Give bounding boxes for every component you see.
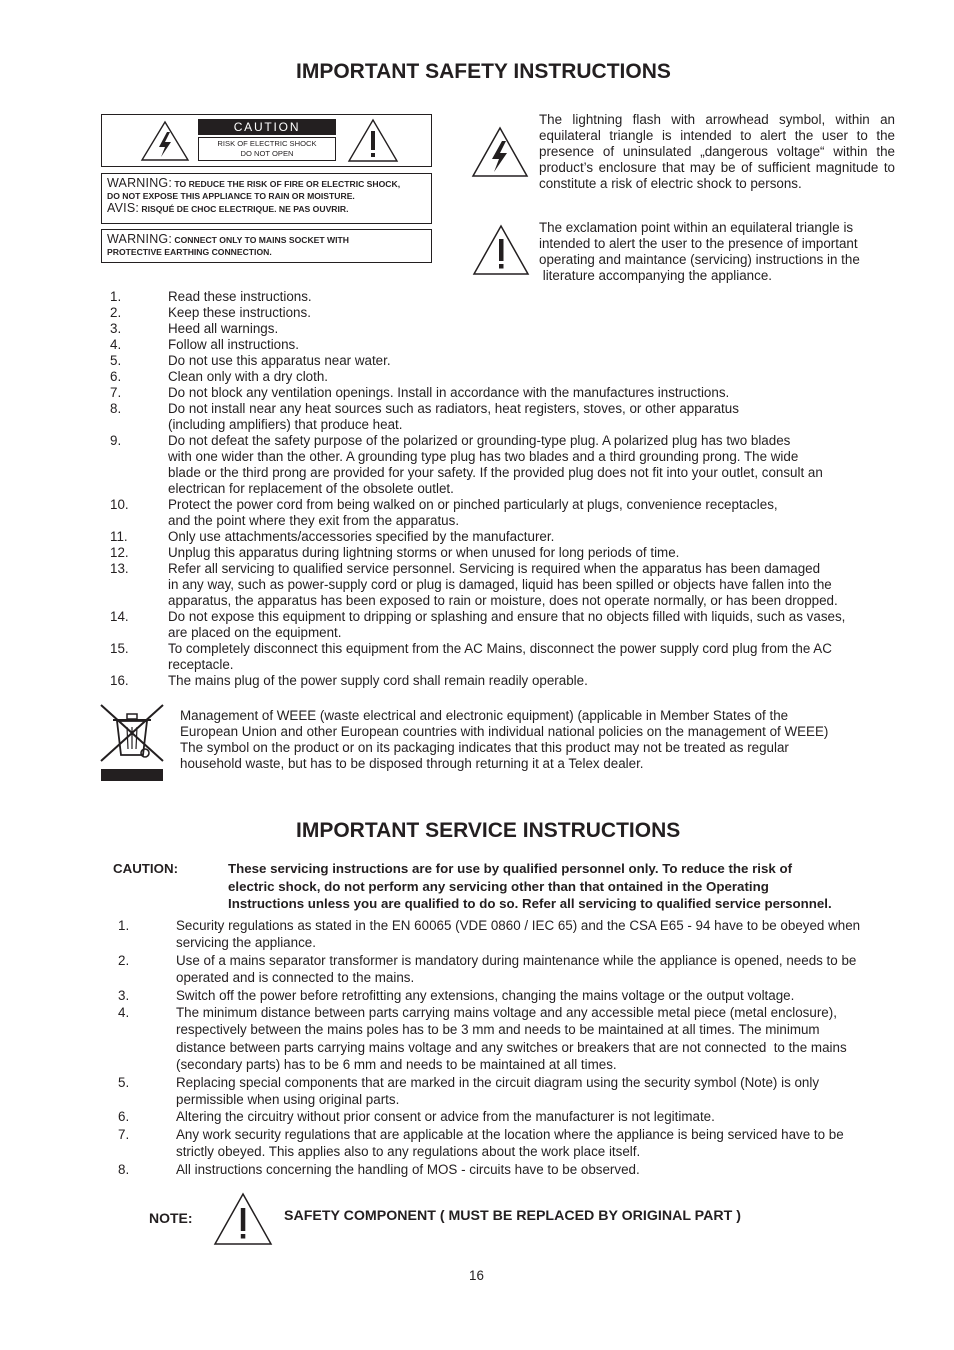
list-item	[118, 1074, 928, 1109]
list-item-line: permissible when using original parts.	[176, 1092, 400, 1108]
crossed-bin-icon	[99, 703, 165, 783]
list-item-number: 13.	[110, 561, 129, 576]
list-item-line: (including amplifiers) that produce heat.	[168, 417, 403, 432]
list-item	[110, 401, 910, 433]
exclamation-line: literature accompanying the appliance.	[539, 268, 772, 283]
safety-instructions-list	[110, 289, 910, 689]
list-item-text	[176, 1108, 928, 1125]
list-item-line: and the point where they exit from the apparatus.	[168, 513, 460, 528]
list-item	[110, 561, 910, 609]
list-item	[110, 497, 910, 529]
weee-line: household waste, but has to be disposed through returning it at a Telex dealer.	[180, 756, 644, 771]
list-item-number: 2.	[110, 305, 122, 320]
avis-word: AVIS:	[107, 201, 140, 215]
list-item	[110, 353, 910, 369]
list-item-number: 3.	[110, 321, 122, 336]
service-caution-text	[228, 860, 928, 913]
list-item-text	[168, 497, 910, 529]
list-item-number: 3.	[118, 987, 130, 1003]
note-label: NOTE:	[149, 1210, 193, 1226]
list-item-line: The minimum distance between parts carrying mains voltage and any accessible metal piece (metal enclosure),	[176, 1005, 837, 1021]
list-item	[110, 321, 910, 337]
list-item-line: with one wider than the other. A grounding type plug has two blades and a third grounding prong. The wide	[168, 449, 799, 464]
list-item	[110, 609, 910, 641]
list-item-text	[168, 353, 910, 369]
list-item-text	[176, 987, 928, 1004]
warning-line-1	[107, 177, 426, 190]
caution-sub-line2: DO NOT OPEN	[240, 149, 294, 158]
list-item-line: Read these instructions.	[168, 289, 312, 304]
caution-label: CAUTION	[198, 119, 336, 135]
list-item-text	[168, 641, 910, 673]
service-caution-label: CAUTION:	[113, 861, 178, 876]
list-item-line: are placed on the equipment.	[168, 625, 342, 640]
list-item	[118, 917, 928, 952]
list-item-text	[168, 289, 910, 305]
list-item-line: To completely disconnect this equipment from the AC Mains, disconnect the power supply cord plug from the AC	[168, 641, 832, 656]
list-item-line: Use of a mains separator transformer is mandatory during maintenance while the appliance is opened, needs to be	[176, 952, 857, 968]
list-item-number: 1.	[110, 289, 122, 304]
warning-word: WARNING:	[107, 176, 173, 190]
caution-sub-line1: RISK OF ELECTRIC SHOCK	[217, 139, 317, 148]
list-item-number: 6.	[110, 369, 122, 384]
list-item-number: 8.	[110, 401, 122, 416]
service-caution-line: electric shock, do not perform any servicing other than that ontained in the Operating	[228, 878, 769, 894]
note-text: SAFETY COMPONENT ( MUST BE REPLACED BY ORIGINAL PART )	[284, 1208, 741, 1224]
list-item-line: operated and is connected to the mains.	[176, 970, 415, 986]
list-item-line: apparatus, the apparatus has been exposed to rain or moisture, does not operate normally, or has been dropped.	[168, 593, 838, 608]
lightning-triangle-icon	[471, 126, 529, 178]
list-item-number: 11.	[110, 529, 128, 544]
list-item	[110, 385, 910, 401]
list-item	[110, 433, 910, 497]
list-item	[118, 1004, 928, 1074]
exclamation-line: The exclamation point within an equilateral triangle is	[539, 220, 854, 235]
list-item-line: Do not expose this equipment to dripping or splashing and ensure that no objects filled with liquids, such as vases,	[168, 609, 846, 624]
warning-box	[101, 173, 432, 224]
weee-line: Management of WEEE (waste electrical and electronic equipment) (applicable in Member States of the	[180, 708, 789, 723]
list-item-text	[168, 305, 910, 321]
list-item	[110, 289, 910, 305]
list-item-line: distance between parts carrying mains voltage and any switches or breakers that are not connected to the mains	[176, 1039, 847, 1055]
list-item-line: Keep these instructions.	[168, 305, 311, 320]
list-item	[110, 369, 910, 385]
service-caution-line: Instructions unless you are qualified to do so. Refer all servicing to qualified service personnel.	[228, 896, 832, 911]
exclamation-triangle-icon	[213, 1192, 273, 1246]
list-item-line: receptacle.	[168, 657, 234, 672]
list-item	[110, 529, 910, 545]
list-item-line: Do not block any ventilation openings. Install in accordance with the manufactures instructions.	[168, 385, 730, 400]
service-instructions-list	[118, 917, 928, 1178]
list-item-line: electrican for replacement of the obsolete outlet.	[168, 481, 454, 496]
list-item-text	[176, 1161, 928, 1178]
lightning-triangle-icon	[140, 120, 190, 162]
list-item-text	[168, 321, 910, 337]
avis-line	[107, 202, 426, 215]
list-item-number: 5.	[110, 353, 122, 368]
list-item-line: Do not defeat the safety purpose of the polarized or grounding-type plug. A polarized plug has two blades	[168, 433, 791, 448]
list-item-line: Clean only with a dry cloth.	[168, 369, 329, 384]
list-item-number: 1.	[118, 918, 130, 933]
weee-line: The symbol on the product or on its packaging indicates that this product may not be treated as regular	[180, 740, 789, 755]
list-item-line: servicing the appliance.	[176, 935, 316, 951]
avis-text: RISQUÉ DE CHOC ELECTRIQUE. NE PAS OUVRIR.	[139, 204, 349, 214]
lightning-explanation: The lightning flash with arrowhead symbol, within an equilateral triangle is intended to alert the user to the presence of uninsulated „dangerous voltage“ within the product’s enclosure that may be of sufficient magnitude to constitute a risk of electric shock to persons.	[539, 112, 895, 191]
safety-title: IMPORTANT SAFETY INSTRUCTIONS	[296, 60, 671, 83]
list-item-number: 6.	[118, 1109, 130, 1125]
list-item-text	[168, 545, 910, 561]
list-item-text	[168, 433, 910, 497]
earthing-text-1: CONNECT ONLY TO MAINS SOCKET WITH	[172, 235, 350, 245]
list-item-number: 4.	[110, 337, 122, 352]
exclamation-line: intended to alert the user to the presence of important	[539, 236, 858, 251]
list-item-number: 5.	[118, 1074, 130, 1090]
earthing-warning-box	[101, 229, 432, 263]
list-item-number: 14.	[110, 609, 129, 624]
list-item-line: Any work security regulations that are applicable at the location where the appliance is being serviced have to be	[176, 1126, 844, 1142]
list-item	[118, 1108, 928, 1125]
list-item-line: Switch off the power before retrofitting any extensions, changing the mains voltage or the output voltage.	[176, 987, 795, 1003]
list-item-text	[176, 952, 928, 987]
exclamation-triangle-icon	[347, 118, 399, 163]
list-item	[110, 545, 910, 561]
caution-sub-text	[198, 137, 336, 161]
list-item-line: Heed all warnings.	[168, 321, 279, 336]
list-item-line: Protect the power cord from being walked on or pinched particularly at plugs, convenience receptacles,	[168, 497, 778, 512]
list-item-text	[168, 337, 910, 353]
list-item-line: Replacing special components that are marked in the circuit diagram using the security symbol (Note) is only	[176, 1074, 820, 1090]
list-item-line: strictly obeyed. This applies also to any regulations about the work place itself.	[176, 1144, 641, 1160]
list-item	[118, 1161, 928, 1178]
list-item-line: respectively between the mains poles has to be 3 mm and needs to be maintained at all times. The minimum	[176, 1022, 820, 1038]
list-item-text	[168, 529, 910, 545]
list-item-text	[176, 917, 928, 952]
list-item-text	[168, 401, 910, 433]
service-caution-line: These servicing instructions are for use by qualified personnel only. To reduce the risk of	[228, 861, 793, 876]
list-item-line: Do not install near any heat sources such as radiators, heat registers, stoves, or other apparatus	[168, 401, 739, 416]
exclamation-triangle-icon	[472, 224, 530, 276]
list-item-number: 7.	[118, 1126, 130, 1142]
list-item	[118, 952, 928, 987]
caution-box	[101, 114, 432, 167]
list-item-text	[176, 1126, 928, 1161]
list-item-number: 4.	[118, 1005, 130, 1021]
list-item-text	[168, 673, 910, 689]
list-item-text	[168, 369, 910, 385]
list-item	[110, 305, 910, 321]
list-item-number: 9.	[110, 433, 122, 448]
list-item-text	[168, 385, 910, 401]
exclamation-explanation	[539, 220, 899, 284]
list-item	[110, 337, 910, 353]
list-item-line: Refer all servicing to qualified service personnel. Servicing is required when the apparatus has been damaged	[168, 561, 821, 576]
list-item-line: Follow all instructions.	[168, 337, 299, 352]
earthing-line-1	[107, 233, 426, 246]
list-item-number: 2.	[118, 952, 130, 968]
list-item	[110, 673, 910, 689]
list-item-number: 16.	[110, 673, 129, 688]
list-item-line: All instructions concerning the handling of MOS - circuits have to be observed.	[176, 1161, 640, 1177]
list-item-text	[176, 1004, 928, 1074]
weee-line: European Union and other European countries with individual national policies on the management of WEEE)	[180, 724, 829, 739]
warning-text-1: TO REDUCE THE RISK OF FIRE OR ELECTRIC SHOCK,	[172, 179, 401, 189]
list-item	[118, 1126, 928, 1161]
exclamation-line: operating and maintance (servicing) instructions in the	[539, 252, 860, 267]
list-item-line: The mains plug of the power supply cord shall remain readily operable.	[168, 673, 588, 688]
page-number: 16	[469, 1268, 484, 1283]
earthing-line-2: PROTECTIVE EARTHING CONNECTION.	[107, 247, 272, 257]
list-item-line: Do not use this apparatus near water.	[168, 353, 391, 368]
list-item-number: 15.	[110, 641, 129, 656]
list-item-line: Security regulations as stated in the EN 60065 (VDE 0860 / IEC 65) and the CSA E65 - 94 have to be obeyed when	[176, 918, 861, 933]
list-item	[118, 987, 928, 1004]
list-item-line: (secondary parts) has to be 6 mm and needs to be maintained at all times.	[176, 1057, 617, 1073]
list-item-line: blade or the third prong are provided for your safety. If the provided plug does not fit into your outlet, consult an	[168, 465, 823, 480]
list-item-text	[168, 609, 910, 641]
list-item-number: 12.	[110, 545, 129, 560]
list-item-number: 10.	[110, 497, 129, 512]
list-item-line: in any way, such as power-supply cord or plug is damaged, liquid has been spilled or objects have fallen into the	[168, 577, 832, 592]
list-item-number: 7.	[110, 385, 122, 400]
list-item-text	[176, 1074, 928, 1109]
list-item-text	[168, 561, 910, 609]
list-item-number: 8.	[118, 1161, 130, 1177]
list-item-line: Only use attachments/accessories specified by the manufacturer.	[168, 529, 555, 544]
list-item-line: Unplug this apparatus during lightning storms or when unused for long periods of time.	[168, 545, 680, 560]
weee-text	[180, 708, 900, 772]
warning-line-2: DO NOT EXPOSE THIS APPLIANCE TO RAIN OR MOISTURE.	[107, 191, 355, 201]
earthing-warning-word: WARNING:	[107, 232, 173, 246]
list-item	[110, 641, 910, 673]
list-item-line: Altering the circuitry without prior consent or advice from the manufacturer is not legitimate.	[176, 1109, 715, 1125]
service-title: IMPORTANT SERVICE INSTRUCTIONS	[296, 819, 681, 842]
